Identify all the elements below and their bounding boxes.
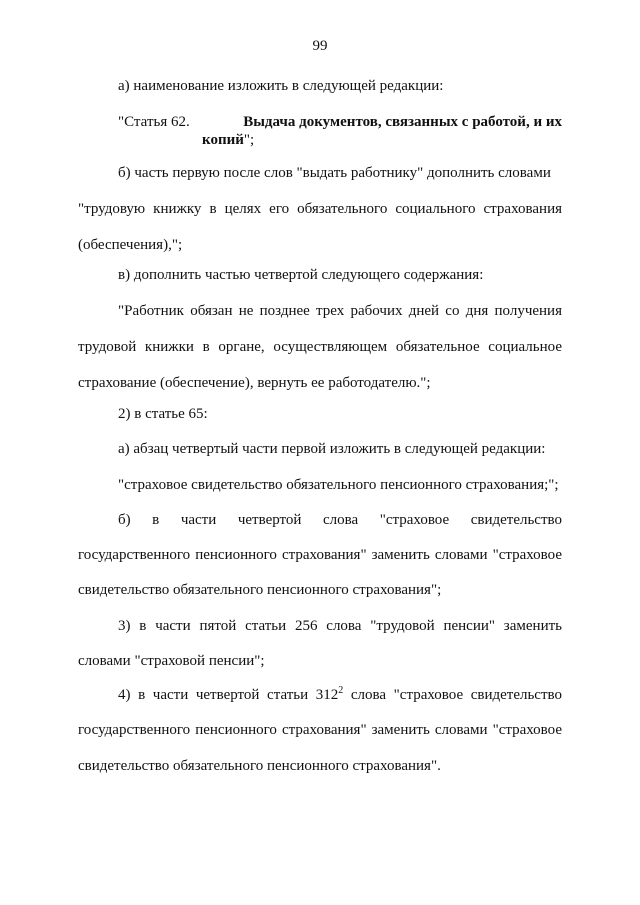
page-number: 99 [312, 38, 328, 54]
item-3-line1: 3) в части пятой статьи 256 слова "трудовой пенсии" заменить [118, 618, 562, 634]
superscript: 2 [338, 685, 344, 696]
article-62-title-line1: Выдача документов, связанных с работой, и их [243, 114, 562, 130]
paragraph-v: в) дополнить частью четвертой следующего содержания: [118, 267, 484, 283]
item-2-b-line3: свидетельство обязательного пенсионного страхования"; [78, 582, 442, 598]
item-4-line1: 4) в части четвертой статьи $312^2$ слова "страховое свидетельство [118, 685, 562, 703]
item-4-line2: государственного пенсионного страхования" заменить словами "страховое [78, 722, 562, 738]
paragraph-a-name: а) наименование изложить в следующей редакции: [118, 78, 444, 94]
paragraph-b-line3: (обеспечения),"; [78, 237, 183, 253]
article-62-title [202, 113, 562, 131]
item-2-a: а) абзац четвертый части первой изложить в следующей редакции: [118, 441, 546, 457]
paragraph-b-line2: "трудовую книжку в целях его обязательного социального страхования [78, 201, 562, 217]
quote-line3: страхование (обеспечение), вернуть ее работодателю."; [78, 375, 431, 391]
item-2: 2) в статье 65: [118, 406, 208, 422]
article-62-title-line2: копий"; [202, 132, 255, 148]
item-3-line2: словами "страховой пенсии"; [78, 653, 265, 669]
quote-line1: "Работник обязан не позднее трех рабочих дней со дня получения [118, 303, 562, 319]
item-2-b-line1: б) в части четвертой слова "страховое свидетельство [118, 512, 562, 528]
quote-line2: трудовой книжки в органе, осуществляющем обязательное социальное [78, 339, 562, 355]
item-2-a-quote: "страховое свидетельство обязательного пенсионного страхования;"; [118, 477, 559, 493]
paragraph-b-line1: б) часть первую после слов "выдать работнику" дополнить словами [118, 165, 551, 181]
item-2-b-line2: государственного пенсионного страхования" заменить словами "страховое [78, 547, 562, 563]
item-4-line3: свидетельство обязательного пенсионного страхования". [78, 758, 441, 774]
article-62-label: "Статья 62. [118, 114, 190, 130]
